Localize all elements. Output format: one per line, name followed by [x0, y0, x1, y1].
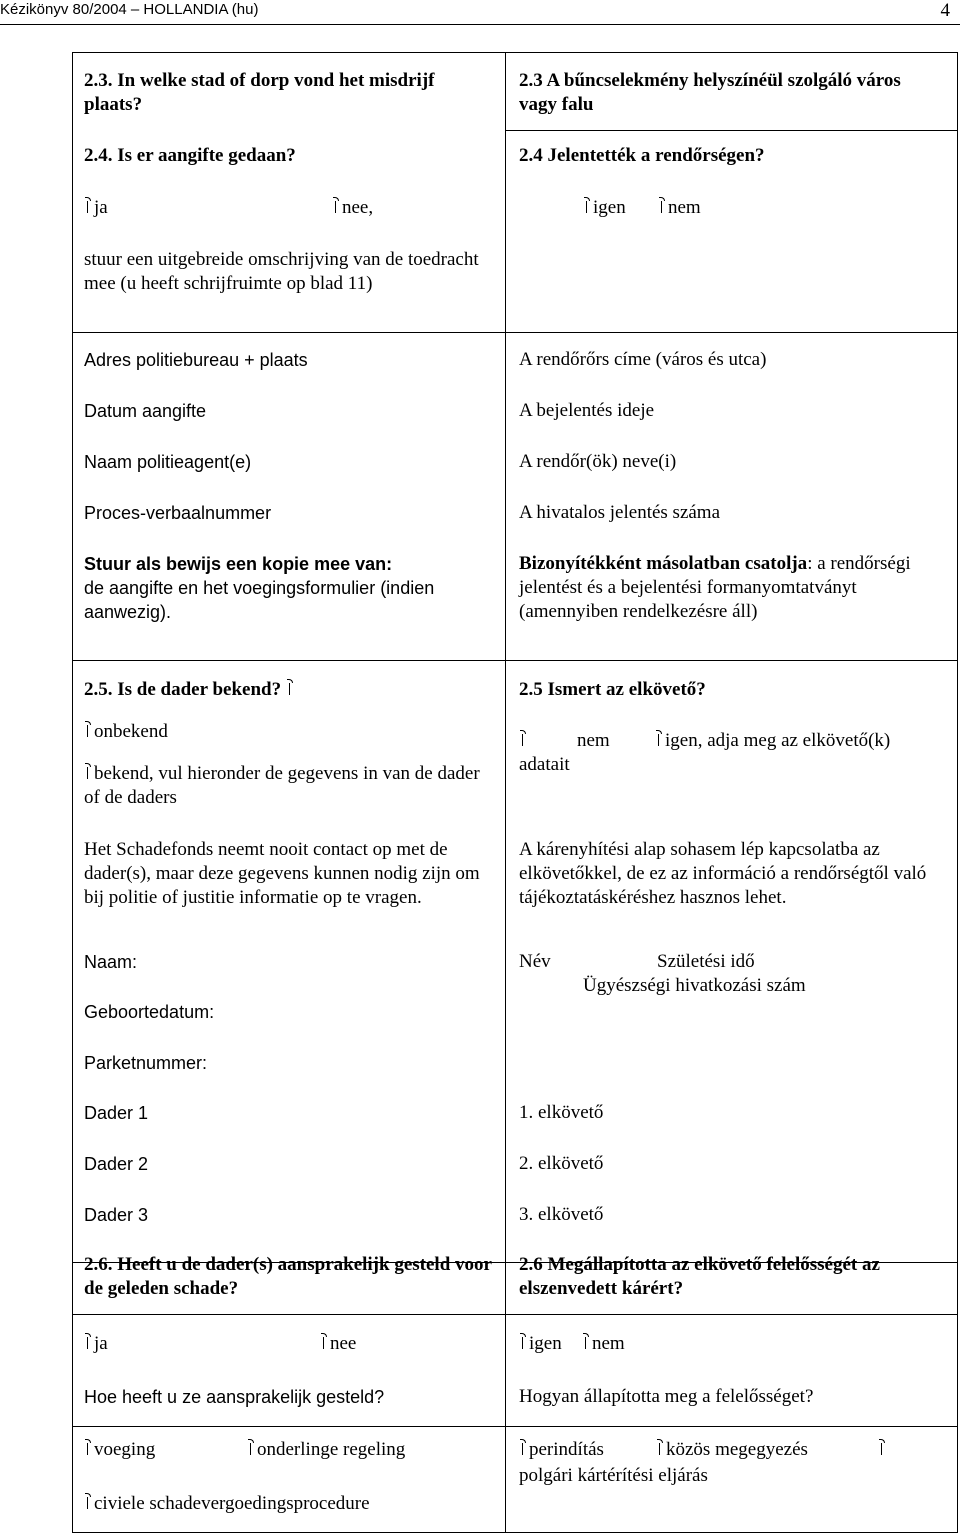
polgari-eljaras-label: polgári kártérítési eljárás: [519, 1465, 708, 1486]
bizonyitek-note-bold: Bizonyítékként másolatban csatolja: [519, 553, 808, 574]
checkbox-icon[interactable]: [583, 199, 590, 213]
field-parketnummer[interactable]: Parketnummer:: [84, 1053, 208, 1073]
checkbox-icon[interactable]: [332, 199, 339, 213]
question-2-5: 2.5. Is de dader bekend?: [84, 678, 296, 702]
checkbox-icon[interactable]: [286, 681, 293, 695]
bizonyitek-note-text: : a rendőrségi jelentést és a bejelentési formanyomtatványt (amennyiben rendelkezésre áll): [519, 553, 911, 622]
option-nem-3[interactable]: nem: [582, 1332, 625, 1356]
checkbox-icon[interactable]: [84, 199, 91, 213]
checkbox-icon[interactable]: [878, 1441, 885, 1455]
evidence-note: [84, 552, 494, 624]
field-naam[interactable]: Naam:: [84, 952, 138, 972]
table-left-border: [72, 52, 73, 1533]
row-divider: [72, 332, 958, 333]
kerdes-2-5: 2.5 Ismert az elkövető?: [519, 679, 706, 700]
karenyhitesi-note: A kárenyhítési alap sohasem lép kapcsolatba az elkövetőkkel, de ez az információ a rendőrségtől való tájékoztatáskéréshez hasznos lehet.: [519, 839, 927, 908]
checkbox-icon[interactable]: [655, 732, 662, 746]
checkbox-icon[interactable]: [84, 1495, 91, 1509]
field-proces-verbaalnummer[interactable]: Proces-verbaalnummer: [84, 503, 272, 523]
field-szuletesi-ido[interactable]: Születési idő: [657, 951, 755, 972]
checkbox-icon[interactable]: [658, 199, 665, 213]
row-divider: [72, 1426, 958, 1427]
question-2-6: 2.6. Heeft u de dader(s) aansprakelijk gesteld voor de geleden schade?: [84, 1254, 492, 1299]
field-rendor-neve[interactable]: A rendőr(ök) neve(i): [519, 451, 677, 472]
dader-3: Dader 3: [84, 1205, 149, 1225]
option-nem-2[interactable]: nem: [519, 729, 610, 753]
checkbox-icon[interactable]: [519, 1335, 526, 1349]
option-igen-adja[interactable]: igen, adja meg az elkövető(k) adatait: [519, 730, 891, 775]
description-instruction: stuur een uitgebreide omschrijving van de toedracht mee (u heeft schrijfruimte op blad 11): [84, 249, 479, 294]
option-bekend[interactable]: bekend, vul hieronder de gegevens in van de dader of de daders: [84, 763, 480, 808]
question-hoe: Hoe heeft u ze aansprakelijk gesteld?: [84, 1387, 385, 1407]
evidence-note-bold: Stuur als bewijs een kopie mee van:: [84, 554, 393, 574]
field-geboortedatum[interactable]: Geboortedatum:: [84, 1002, 215, 1022]
field-naam-politieagent[interactable]: Naam politieagent(e): [84, 452, 252, 472]
checkbox-icon[interactable]: [519, 1441, 526, 1455]
option-kozos-megegyezes[interactable]: közös megegyezés: [656, 1438, 808, 1462]
kerdes-2-4: 2.4 Jelentették a rendőrségen?: [519, 145, 765, 166]
schadefonds-note: Het Schadefonds neemt nooit contact op met de dader(s), maar deze gegevens kunnen nodig zijn om bij politie of justitie informatie op te vragen.: [84, 839, 480, 908]
checkbox-icon[interactable]: [656, 1441, 663, 1455]
field-jelentes-szama[interactable]: A hivatalos jelentés száma: [519, 502, 721, 523]
kerdes-hogyan: Hogyan állapította meg a felelősséget?: [519, 1386, 814, 1407]
field-ugyeszsegi-szam[interactable]: Ügyészségi hivatkozási szám: [583, 975, 806, 996]
page-header: [0, 0, 960, 30]
row-divider: [505, 130, 958, 131]
row-divider: [72, 660, 958, 661]
option-igen[interactable]: igen: [583, 196, 626, 220]
field-nev[interactable]: Név: [519, 951, 551, 972]
elkoveto-1: 1. elkövető: [519, 1102, 604, 1123]
option-nem[interactable]: nem: [658, 196, 701, 220]
row-divider: [72, 1314, 958, 1315]
table-bottom-border: [72, 1532, 958, 1533]
bizonyitek-note: [519, 552, 931, 624]
checkbox-icon[interactable]: [84, 1441, 91, 1455]
option-polgari-eljaras[interactable]: [878, 1438, 888, 1462]
kerdes-2-3: 2.3 A bűncselekmény helyszínéül szolgáló város vagy falu: [519, 70, 901, 115]
field-datum-aangifte[interactable]: Datum aangifte: [84, 401, 207, 421]
document-title: Kézikönyv 80/2004 – HOLLANDIA (hu): [0, 1, 259, 18]
option-onderlinge-regeling[interactable]: onderlinge regeling: [247, 1438, 405, 1462]
option-nee[interactable]: nee,: [332, 196, 373, 220]
option-ja-2[interactable]: ja: [84, 1332, 108, 1356]
option-voeging[interactable]: voeging: [84, 1438, 155, 1462]
table-right-border: [957, 52, 958, 1533]
checkbox-icon[interactable]: [582, 1335, 589, 1349]
option-igen-3[interactable]: igen: [519, 1332, 562, 1356]
option-civiele-procedure[interactable]: civiele schadevergoedingsprocedure: [84, 1492, 370, 1516]
field-adres-politiebureau[interactable]: Adres politiebureau + plaats: [84, 350, 308, 370]
option-perinditas[interactable]: perindítás: [519, 1438, 604, 1462]
dader-1: Dader 1: [84, 1103, 149, 1123]
checkbox-icon[interactable]: [320, 1335, 327, 1349]
checkbox-icon[interactable]: [84, 1335, 91, 1349]
form-table: [72, 52, 958, 1533]
field-rendorors-cime[interactable]: A rendőrőrs címe (város és utca): [519, 349, 767, 370]
table-top-border: [72, 52, 958, 53]
header-rule: [0, 24, 960, 25]
kerdes-2-6: 2.6 Megállapította az elkövető felelősségét az elszenvedett kárért?: [519, 1254, 880, 1299]
dader-2: Dader 2: [84, 1154, 149, 1174]
option-nee-2[interactable]: nee: [320, 1332, 356, 1356]
checkbox-icon[interactable]: [84, 723, 91, 737]
option-ja[interactable]: ja: [84, 196, 108, 220]
page-number: 4: [940, 0, 950, 21]
elkoveto-3: 3. elkövető: [519, 1204, 604, 1225]
checkbox-icon[interactable]: [247, 1441, 254, 1455]
question-2-4: 2.4. Is er aangifte gedaan?: [84, 145, 296, 166]
evidence-note-text: de aangifte en het voegingsformulier (indien aanwezig).: [84, 578, 435, 622]
question-2-3: 2.3. In welke stad of dorp vond het misdrijf plaats?: [84, 70, 435, 115]
option-onbekend[interactable]: onbekend: [84, 720, 168, 744]
table-divider: [505, 52, 506, 1533]
elkoveto-2: 2. elkövető: [519, 1153, 604, 1174]
field-bejelentes-ideje[interactable]: A bejelentés ideje: [519, 400, 655, 421]
checkbox-icon[interactable]: [84, 765, 91, 779]
